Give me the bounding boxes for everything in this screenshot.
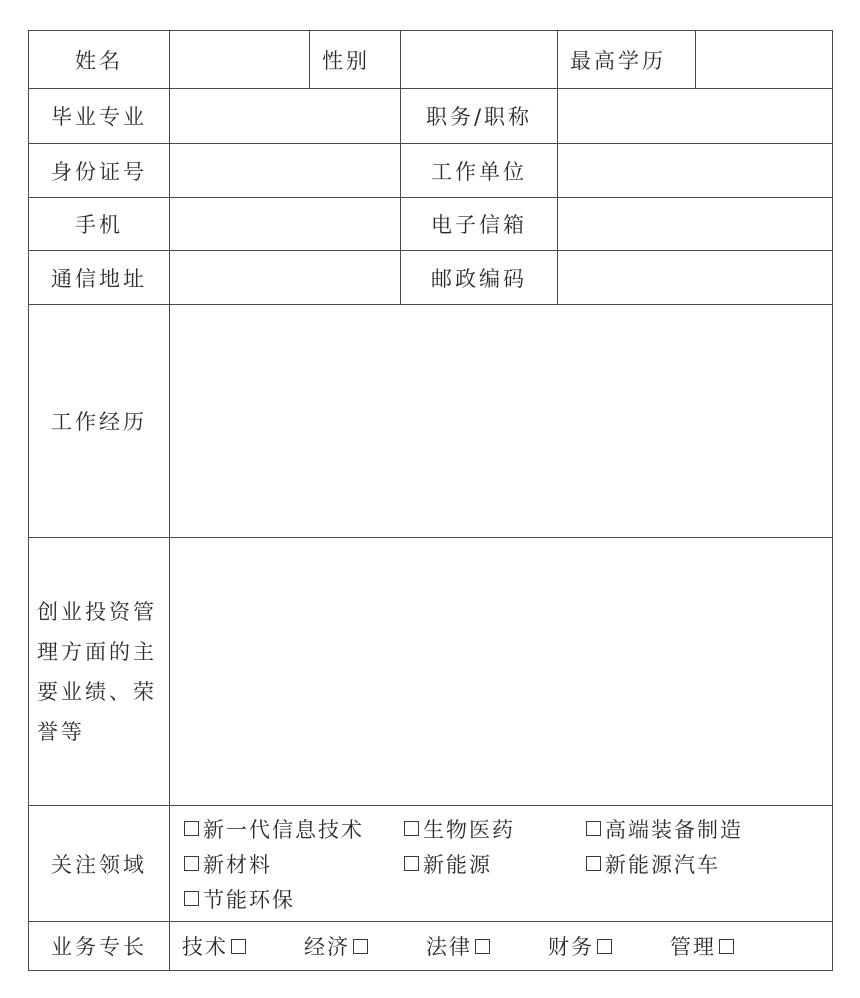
- gender-label: 性别: [310, 31, 401, 89]
- address-label: 通信地址: [29, 251, 170, 305]
- application-form-table: [28, 30, 833, 971]
- checkbox-icon[interactable]: [719, 939, 734, 954]
- skill-option-technology[interactable]: 技术: [182, 931, 304, 961]
- focus-option-high-end-equipment[interactable]: 高端装备制造: [586, 814, 806, 844]
- email-field[interactable]: [558, 198, 833, 251]
- achievements-label: 创业投资管理方面的主要业绩、荣誉等: [29, 538, 170, 806]
- name-label: 姓名: [29, 31, 170, 89]
- focus-option-new-materials[interactable]: 新材料: [184, 849, 404, 879]
- education-label: 最高学历: [558, 31, 696, 89]
- id-number-field[interactable]: [170, 144, 401, 198]
- postcode-field[interactable]: [558, 251, 833, 305]
- focus-option-new-energy-vehicles[interactable]: 新能源汽车: [586, 849, 806, 879]
- checkbox-icon[interactable]: [353, 939, 368, 954]
- focus-option-new-energy[interactable]: 新能源: [404, 849, 586, 879]
- id-number-label: 身份证号: [29, 144, 170, 198]
- checkbox-icon[interactable]: [597, 939, 612, 954]
- phone-field[interactable]: [170, 198, 401, 251]
- achievements-field[interactable]: [170, 538, 833, 806]
- checkbox-icon[interactable]: [404, 821, 419, 836]
- name-field[interactable]: [170, 31, 310, 89]
- checkbox-icon[interactable]: [404, 856, 419, 871]
- checkbox-icon[interactable]: [586, 821, 601, 836]
- position-field[interactable]: [558, 89, 833, 144]
- checkbox-icon[interactable]: [184, 821, 199, 836]
- phone-label: 手机: [29, 198, 170, 251]
- checkbox-icon[interactable]: [184, 891, 199, 906]
- focus-areas-options: [170, 806, 833, 922]
- expertise-label: 业务专长: [29, 922, 170, 971]
- education-field[interactable]: [696, 31, 833, 89]
- major-field[interactable]: [170, 89, 401, 144]
- skill-option-law[interactable]: 法律: [426, 931, 548, 961]
- major-label: 毕业专业: [29, 89, 170, 144]
- work-experience-label: 工作经历: [29, 305, 170, 538]
- position-label: 职务/职称: [401, 89, 558, 144]
- checkbox-icon[interactable]: [586, 856, 601, 871]
- checkbox-icon[interactable]: [231, 939, 246, 954]
- focus-option-energy-saving[interactable]: 节能环保: [184, 884, 404, 914]
- address-field[interactable]: [170, 251, 401, 305]
- focus-areas-label: 关注领域: [29, 806, 170, 922]
- checkbox-icon[interactable]: [184, 856, 199, 871]
- skill-option-economics[interactable]: 经济: [304, 931, 426, 961]
- work-experience-field[interactable]: [170, 305, 833, 538]
- email-label: 电子信箱: [401, 198, 558, 251]
- gender-field[interactable]: [401, 31, 558, 89]
- skill-option-finance[interactable]: 财务: [548, 931, 670, 961]
- focus-option-biomedicine[interactable]: 生物医药: [404, 814, 586, 844]
- skill-option-management[interactable]: 管理: [670, 931, 792, 961]
- checkbox-icon[interactable]: [475, 939, 490, 954]
- focus-option-next-gen-it[interactable]: 新一代信息技术: [184, 814, 404, 844]
- expertise-options: [170, 922, 833, 971]
- employer-label: 工作单位: [401, 144, 558, 198]
- employer-field[interactable]: [558, 144, 833, 198]
- postcode-label: 邮政编码: [401, 251, 558, 305]
